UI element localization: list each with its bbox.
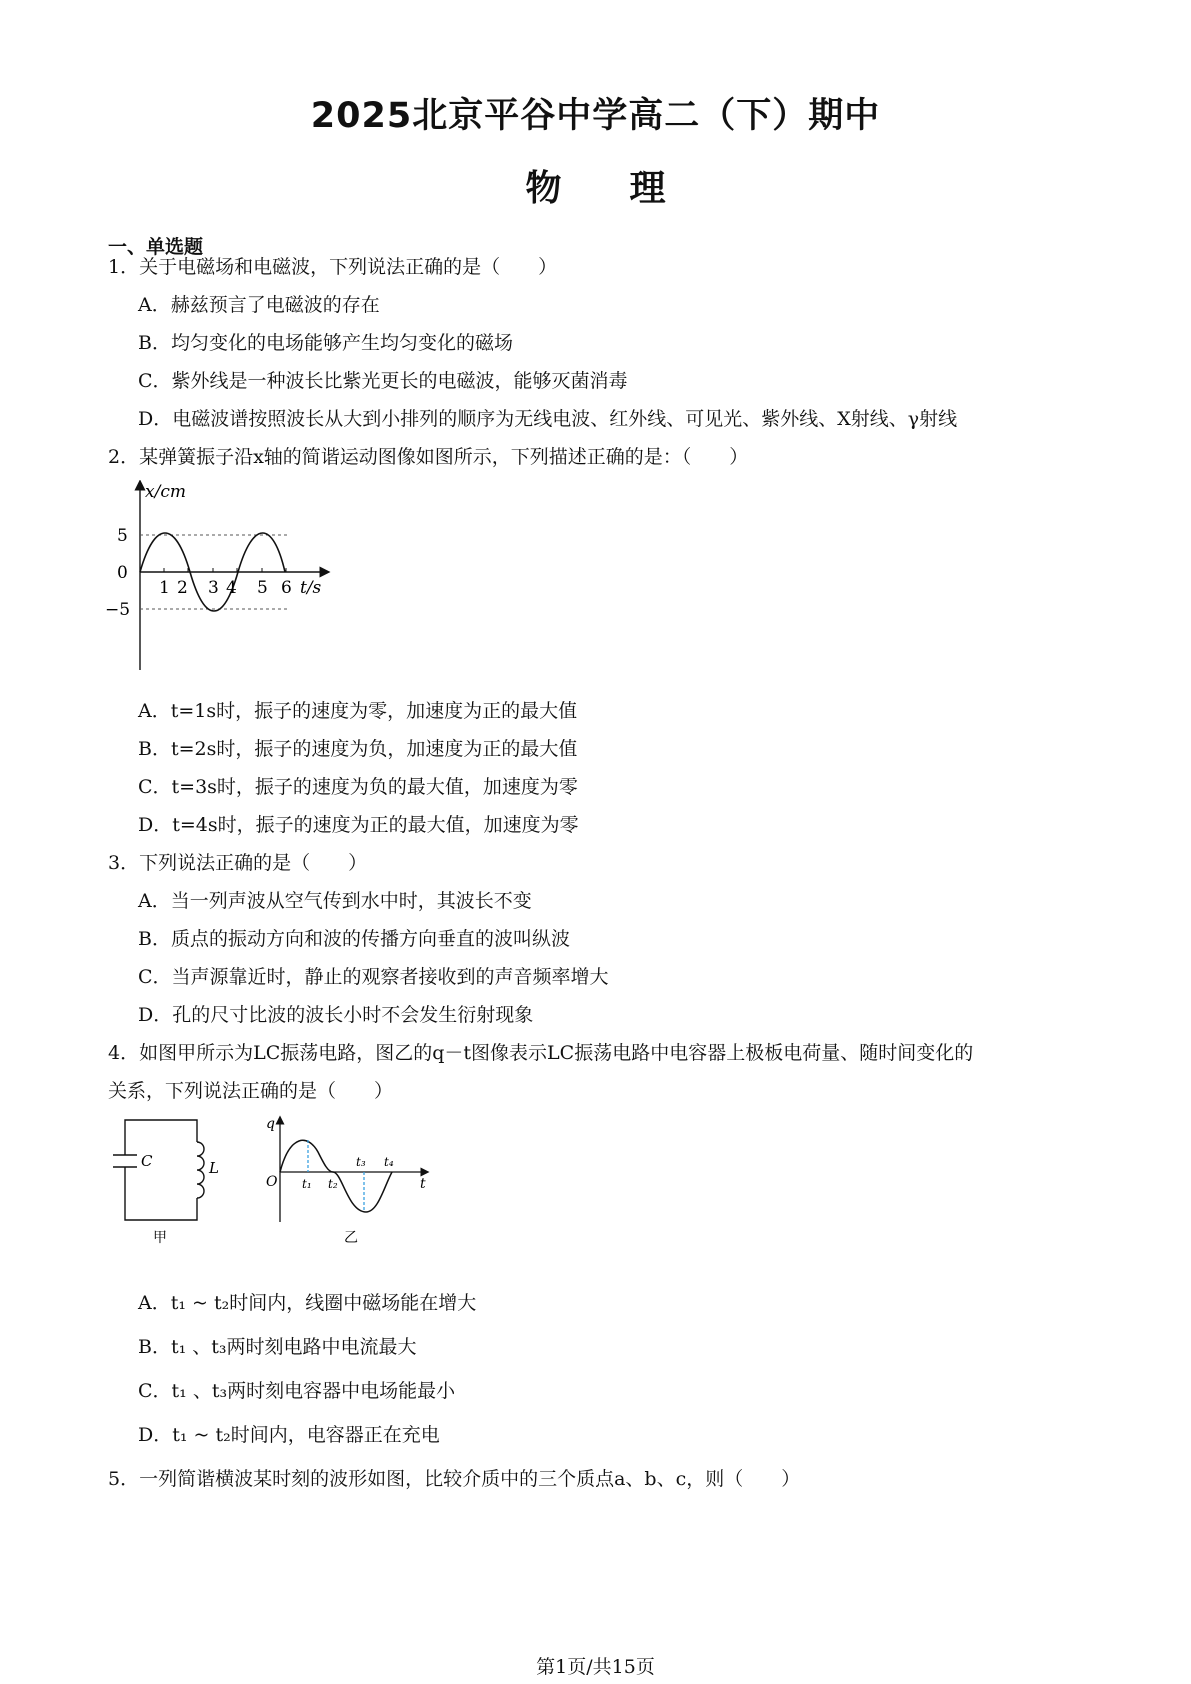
q4-graph-caption: 乙 (344, 1230, 358, 1246)
q1-option-a: A．赫兹预言了电磁波的存在 (138, 294, 380, 316)
q4-origin-label: O (266, 1174, 278, 1190)
q4-t1-label: t₁ (302, 1177, 312, 1191)
q2-x-tick-6: 6 (281, 578, 292, 598)
q2-option-c: C．t=3s时，振子的速度为负的最大值，加速度为零 (138, 776, 578, 798)
circuit-caption: 甲 (153, 1230, 167, 1246)
q2-y-tick-5: 5 (117, 526, 128, 546)
q3-option-b: B．质点的振动方向和波的传播方向垂直的波叫纵波 (138, 928, 570, 950)
inductor-coil (197, 1142, 204, 1198)
q2-shm-graph (105, 480, 345, 680)
q2-x-tick-1: 1 (159, 578, 170, 598)
subject-char-1: 物 (525, 168, 562, 209)
q4-qt-graph (260, 1112, 440, 1247)
q4-t4-label: t₄ (384, 1155, 394, 1169)
q4-lc-circuit (105, 1112, 235, 1247)
q4-y-label: q (266, 1116, 275, 1132)
q4-option-a: A．t₁ ~ t₂时间内，线圈中磁场能在增大 (138, 1292, 477, 1314)
question-4-stem-cont: 关系，下列说法正确的是（ ） (108, 1080, 394, 1102)
q3-option-a: A．当一列声波从空气传到水中时，其波长不变 (138, 890, 532, 912)
question-5-stem: 5．一列简谐横波某时刻的波形如图，比较介质中的三个质点a、b、c，则（ ） (108, 1468, 801, 1490)
question-3-stem: 3．下列说法正确的是（ ） (108, 852, 368, 874)
question-1-stem: 1．关于电磁场和电磁波，下列说法正确的是（ ） (108, 256, 558, 278)
q2-x-tick-3: 3 (208, 578, 219, 598)
circuit-c-label: C (141, 1152, 153, 1170)
q2-option-d: D．t=4s时，振子的速度为正的最大值，加速度为零 (138, 814, 579, 836)
q1-option-b: B．均匀变化的电场能够产生均匀变化的磁场 (138, 332, 513, 354)
q3-option-c: C．当声源靠近时，静止的观察者接收到的声音频率增大 (138, 966, 609, 988)
q2-x-label: t/s (300, 578, 322, 598)
q2-option-a: A．t=1s时，振子的速度为零，加速度为正的最大值 (138, 700, 578, 722)
q4-t2-label: t₂ (328, 1177, 338, 1191)
question-4-stem: 4．如图甲所示为LC振荡电路，图乙的q－t图像表示LC振荡电路中电容器上极板电荷量、随时间变化的 (108, 1042, 974, 1064)
q1-option-d: D．电磁波谱按照波长从大到小排列的顺序为无线电波、红外线、可见光、紫外线、X射线、γ射线 (138, 408, 958, 430)
q4-option-d: D．t₁ ~ t₂时间内，电容器正在充电 (138, 1424, 440, 1446)
q2-x-tick-5: 5 (257, 578, 268, 598)
page-title: 2025北京平谷中学高二（下）期中 (310, 96, 881, 136)
circuit-wire (125, 1120, 197, 1220)
q1-option-c: C．紫外线是一种波长比紫光更长的电磁波，能够灭菌消毒 (138, 370, 628, 392)
q2-option-b: B．t=2s时，振子的速度为负，加速度为正的最大值 (138, 738, 578, 760)
page-footer: 第1页/共15页 (536, 1656, 655, 1678)
q2-y-tick-neg5: −5 (105, 600, 131, 620)
section-heading: 一、单选题 (108, 236, 204, 258)
q4-option-c: C．t₁ 、t₃两时刻电容器中电场能最小 (138, 1380, 456, 1402)
question-2-stem: 2．某弹簧振子沿x轴的简谐运动图像如图所示，下列描述正确的是：（ ） (108, 446, 749, 468)
q2-x-tick-2: 2 (177, 578, 188, 598)
circuit-l-label: L (209, 1159, 219, 1177)
subject-title (0, 160, 1191, 211)
q2-y-label: x/cm (145, 482, 186, 502)
q4-t3-label: t₃ (356, 1155, 366, 1169)
q2-x-tick-4: 4 (226, 578, 237, 598)
subject-char-2: 理 (629, 168, 666, 209)
q4-x-label: t (420, 1176, 426, 1192)
q2-y-tick-0: 0 (117, 563, 128, 583)
q4-option-b: B．t₁ 、t₃两时刻电路中电流最大 (138, 1336, 417, 1358)
q3-option-d: D．孔的尺寸比波的波长小时不会发生衍射现象 (138, 1004, 534, 1026)
